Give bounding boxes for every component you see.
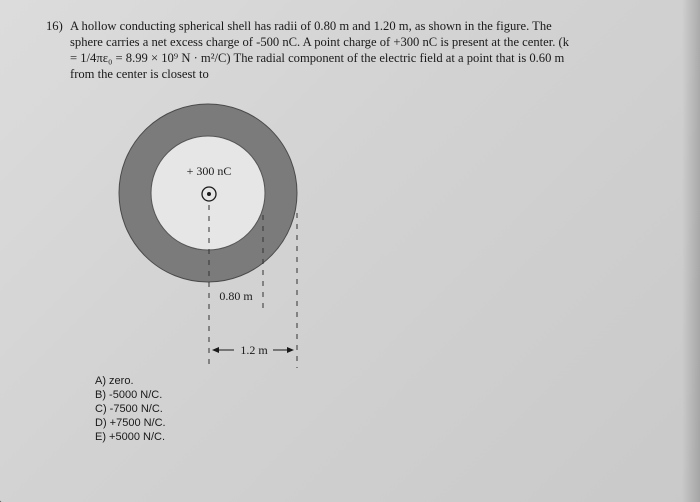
question-line: A hollow conducting spherical shell has radii of 0.80 m and 1.20 m, as shown in the figure. The — [70, 19, 552, 33]
answer-choices — [95, 374, 166, 444]
choice-b: B) -5000 N/C. — [95, 389, 163, 401]
charge-label: + 300 nC — [186, 164, 232, 178]
choice-e: E) +5000 N/C. — [95, 431, 166, 443]
inner-radius-label: 0.80 m — [219, 289, 253, 303]
choice-a: A) zero. — [95, 375, 134, 387]
question-line: = 1/4πε₀ = 8.99 × 10⁹ N · m²/C) The radial component of the electric field at a point that is 0.60 m — [70, 51, 565, 65]
arrowhead-left — [212, 347, 219, 353]
choice-d: D) +7500 N/C. — [95, 417, 166, 429]
point-charge-dot — [207, 192, 211, 196]
outer-radius-label: 1.2 m — [240, 343, 268, 357]
question-line: sphere carries a net excess charge of -500 nC. A point charge of +300 nC is present at the center. (k — [70, 35, 570, 49]
question-number: 16) — [46, 19, 63, 33]
choice-c: C) -7500 N/C. — [95, 403, 163, 415]
arrowhead-right — [287, 347, 294, 353]
question-line: from the center is closest to — [70, 67, 209, 81]
